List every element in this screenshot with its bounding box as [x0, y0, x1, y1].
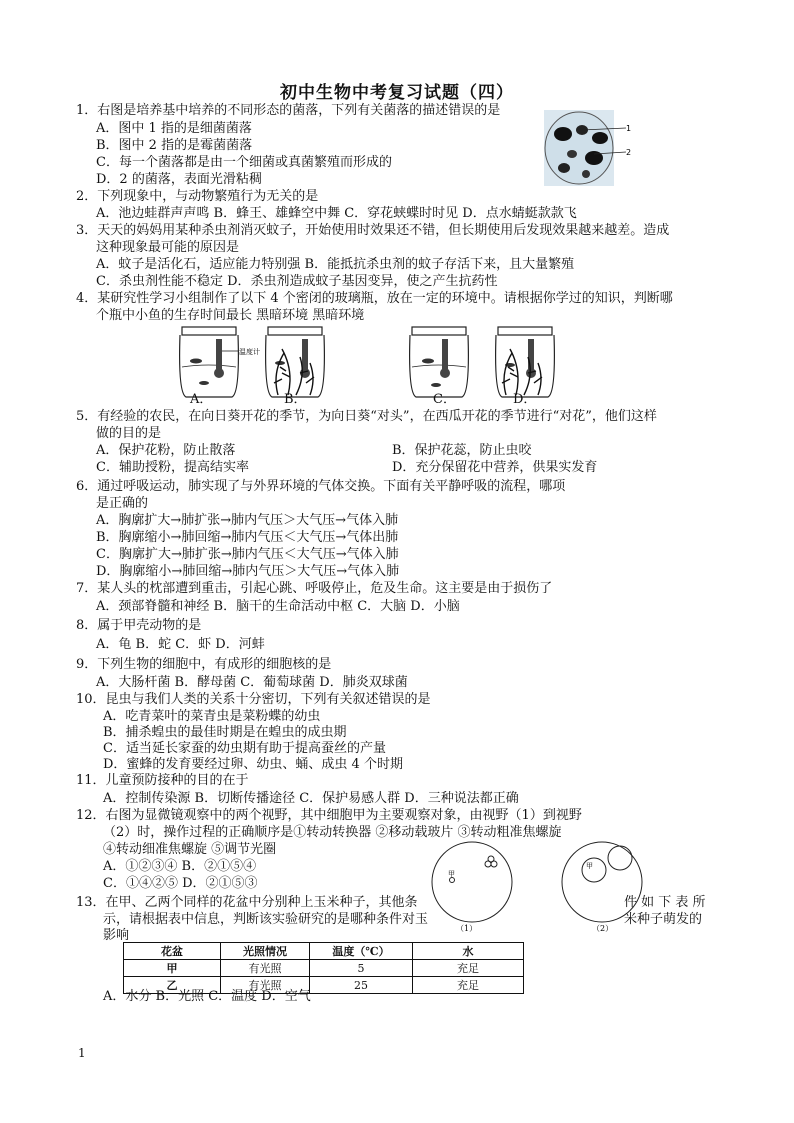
text-line: 这种现象最可能的原因是 — [96, 240, 240, 255]
text-line: A．吃青菜叶的菜青虫是菜粉蝶的幼虫 — [103, 709, 321, 724]
text-line: B．图中 2 指的是霉菌菌落 — [96, 138, 253, 153]
text-line: C．杀虫剂性能不稳定 D．杀虫剂造成蚊子基因变异，使之产生抗药性 — [96, 274, 498, 289]
text-line: 是正确的 — [96, 496, 149, 511]
cell-label-2: 甲 — [586, 862, 593, 870]
table-cell: 有光照 — [221, 977, 310, 994]
text-line: 3．天天的妈妈用某种杀虫剂消灭蚊子，开始使用时效果还不错，但长期使用后发现效果越来越差。造成 — [76, 223, 670, 238]
table-cell: 25 — [310, 977, 413, 994]
experiment-table — [123, 942, 524, 994]
text-line: A．控制传染源 B．切断传播途径 C．保护易感人群 D．三种说法都正确 — [103, 791, 519, 806]
text-line: 米种子萌发的 — [624, 912, 703, 927]
q4-label-c: C． — [433, 392, 456, 407]
text-line: 6．通过呼吸运动，肺实现了与外界环境的气体交换。下面有关平静呼吸的流程，哪项 — [76, 479, 566, 494]
text-line: 4．某研究性学习小组制作了以下 4 个密闭的玻璃瓶，放在一定的环境中。请根据你学过的知识，判断哪 — [76, 291, 673, 306]
text-line: 10．昆虫与我们人类的关系十分密切，下列有关叙述错误的是 — [76, 692, 431, 707]
text-line: B．捕杀蝗虫的最佳时期是在蝗虫的成虫期 — [103, 725, 347, 740]
text-line: A．①②③④ B．②①⑤④ — [103, 859, 257, 874]
text-line: 12．右图为显微镜观察中的两个视野，其中细胞甲为主要观察对象，由视野（1）到视野 — [76, 808, 582, 823]
field-caption-2: （2） — [592, 924, 614, 933]
table-header: 水 — [413, 943, 524, 960]
table-cell: 乙 — [124, 977, 221, 994]
text-line: C．辅助授粉，提高结实率 — [96, 460, 249, 475]
table-row — [124, 960, 524, 977]
text-line: B．胸廓缩小→肺回缩→肺内气压＜大气压→气体出肺 — [96, 530, 399, 545]
figure-label-2: 2 — [626, 148, 632, 157]
q4-label-a: A． — [190, 392, 213, 407]
text-line: 个瓶中小鱼的生存时间最长 黑暗环境 黑暗环境 — [96, 308, 365, 323]
text-line: D．胸廓缩小→肺回缩→肺内气压＞大气压→气体入肺 — [96, 564, 400, 579]
text-line: 1．右图是培养基中培养的不同形态的菌落，下列有关菌落的描述错误的是 — [76, 103, 501, 118]
text-line: 9．下列生物的细胞中，有成形的细胞核的是 — [76, 657, 332, 672]
table-cell: 有光照 — [221, 960, 310, 977]
text-line: D．蜜蜂的发育要经过卵、幼虫、蛹、成虫 4 个时期 — [103, 757, 403, 772]
text-line: D．充分保留花中营养，供果实发育 — [392, 460, 598, 475]
text-line: 7．某人头的枕部遭到重击，引起心跳、呼吸停止，危及生命。这主要是由于损伤了 — [76, 581, 553, 596]
text-line: A．大肠杆菌 B．酵母菌 C．葡萄球菌 D．肺炎双球菌 — [96, 675, 408, 690]
text-line: D．2 的菌落，表面光滑粘稠 — [96, 172, 262, 187]
table-header: 光照情况 — [221, 943, 310, 960]
table-cell: 充足 — [413, 977, 524, 994]
microscope-fields-figure — [430, 838, 650, 934]
text-line: A．龟 B．蛇 C．虾 D．河蚌 — [96, 637, 265, 652]
text-line: A．图中 1 指的是细菌菌落 — [96, 121, 252, 136]
text-line: ④转动细准焦螺旋 ⑤调节光圈 — [103, 842, 277, 857]
text-line: A．池边蛙群声声鸣 B．蜂王、雄蜂空中舞 C．穿花蛱蝶时时见 D．点水蜻蜓款款飞 — [96, 206, 577, 221]
page-number: 1 — [78, 1046, 86, 1060]
text-line: （2）时，操作过程的正确顺序是①转动转换器 ②移动载玻片 ③转动粗准焦螺旋 — [103, 825, 562, 840]
text-line: A．颈部脊髓和神经 B．脑干的生命活动中枢 C．大脑 D．小脑 — [96, 599, 460, 614]
text-line: 示，请根据表中信息，判断该实验研究的是哪种条件对玉 — [103, 912, 429, 927]
text-line: 影响 — [103, 928, 130, 943]
text-line: C．①④②⑤ D．②①⑤③ — [103, 876, 258, 891]
text-line: 做的目的是 — [96, 426, 162, 441]
text-line: 11．儿童预防接种的目的在于 — [76, 773, 249, 788]
field-caption-1: （1） — [456, 924, 478, 933]
text-line: A．水分 B．光照 C．温度 D．空气 — [103, 989, 311, 1004]
q4-label-b: B． — [284, 392, 307, 407]
figure-label-1: 1 — [626, 124, 632, 133]
text-line: C．胸廓扩大→肺扩张→肺内气压＜大气压→气体入肺 — [96, 547, 399, 562]
text-line: A．蚊子是活化石，适应能力特别强 B．能抵抗杀虫剂的蚊子存活下来，且大量繁殖 — [96, 257, 575, 272]
thermometer-label: 温度计 — [239, 348, 260, 356]
text-line: 件 如 下 表 所 — [624, 895, 706, 910]
petri-dish-figure — [542, 108, 632, 188]
text-line: C．每一个菌落都是由一个细菌或真菌繁殖而形成的 — [96, 155, 392, 170]
text-line: B．保护花蕊，防止虫咬 — [392, 443, 532, 458]
page-title: 初中生物中考复习试题（四） — [280, 83, 514, 103]
table-header: 花盆 — [124, 943, 221, 960]
text-line: 2．下列现象中，与动物繁殖行为无关的是 — [76, 189, 319, 204]
text-line: A．保护花粉，防止散落 — [96, 443, 236, 458]
table-cell: 5 — [310, 960, 413, 977]
cell-label-1: 甲 — [448, 870, 455, 878]
jars-figure — [160, 323, 560, 408]
text-line: A．胸廓扩大→肺扩张→肺内气压＞大气压→气体入肺 — [96, 513, 399, 528]
q4-label-d: D． — [513, 392, 537, 407]
text-line: 5．有经验的农民，在向日葵开花的季节，为向日葵“对头”，在西瓜开花的季节进行“对花”，他们这样 — [76, 409, 657, 424]
table-cell: 甲 — [124, 960, 221, 977]
text-line: 8．属于甲壳动物的是 — [76, 618, 202, 633]
table-row — [124, 977, 524, 994]
text-line: 13．在甲、乙两个同样的花盆中分别种上玉米种子，其他条 — [76, 895, 418, 910]
table-cell: 充足 — [413, 960, 524, 977]
table-header: 温度（℃） — [310, 943, 413, 960]
text-line: C．适当延长家蚕的幼虫期有助于提高蚕丝的产量 — [103, 741, 386, 756]
